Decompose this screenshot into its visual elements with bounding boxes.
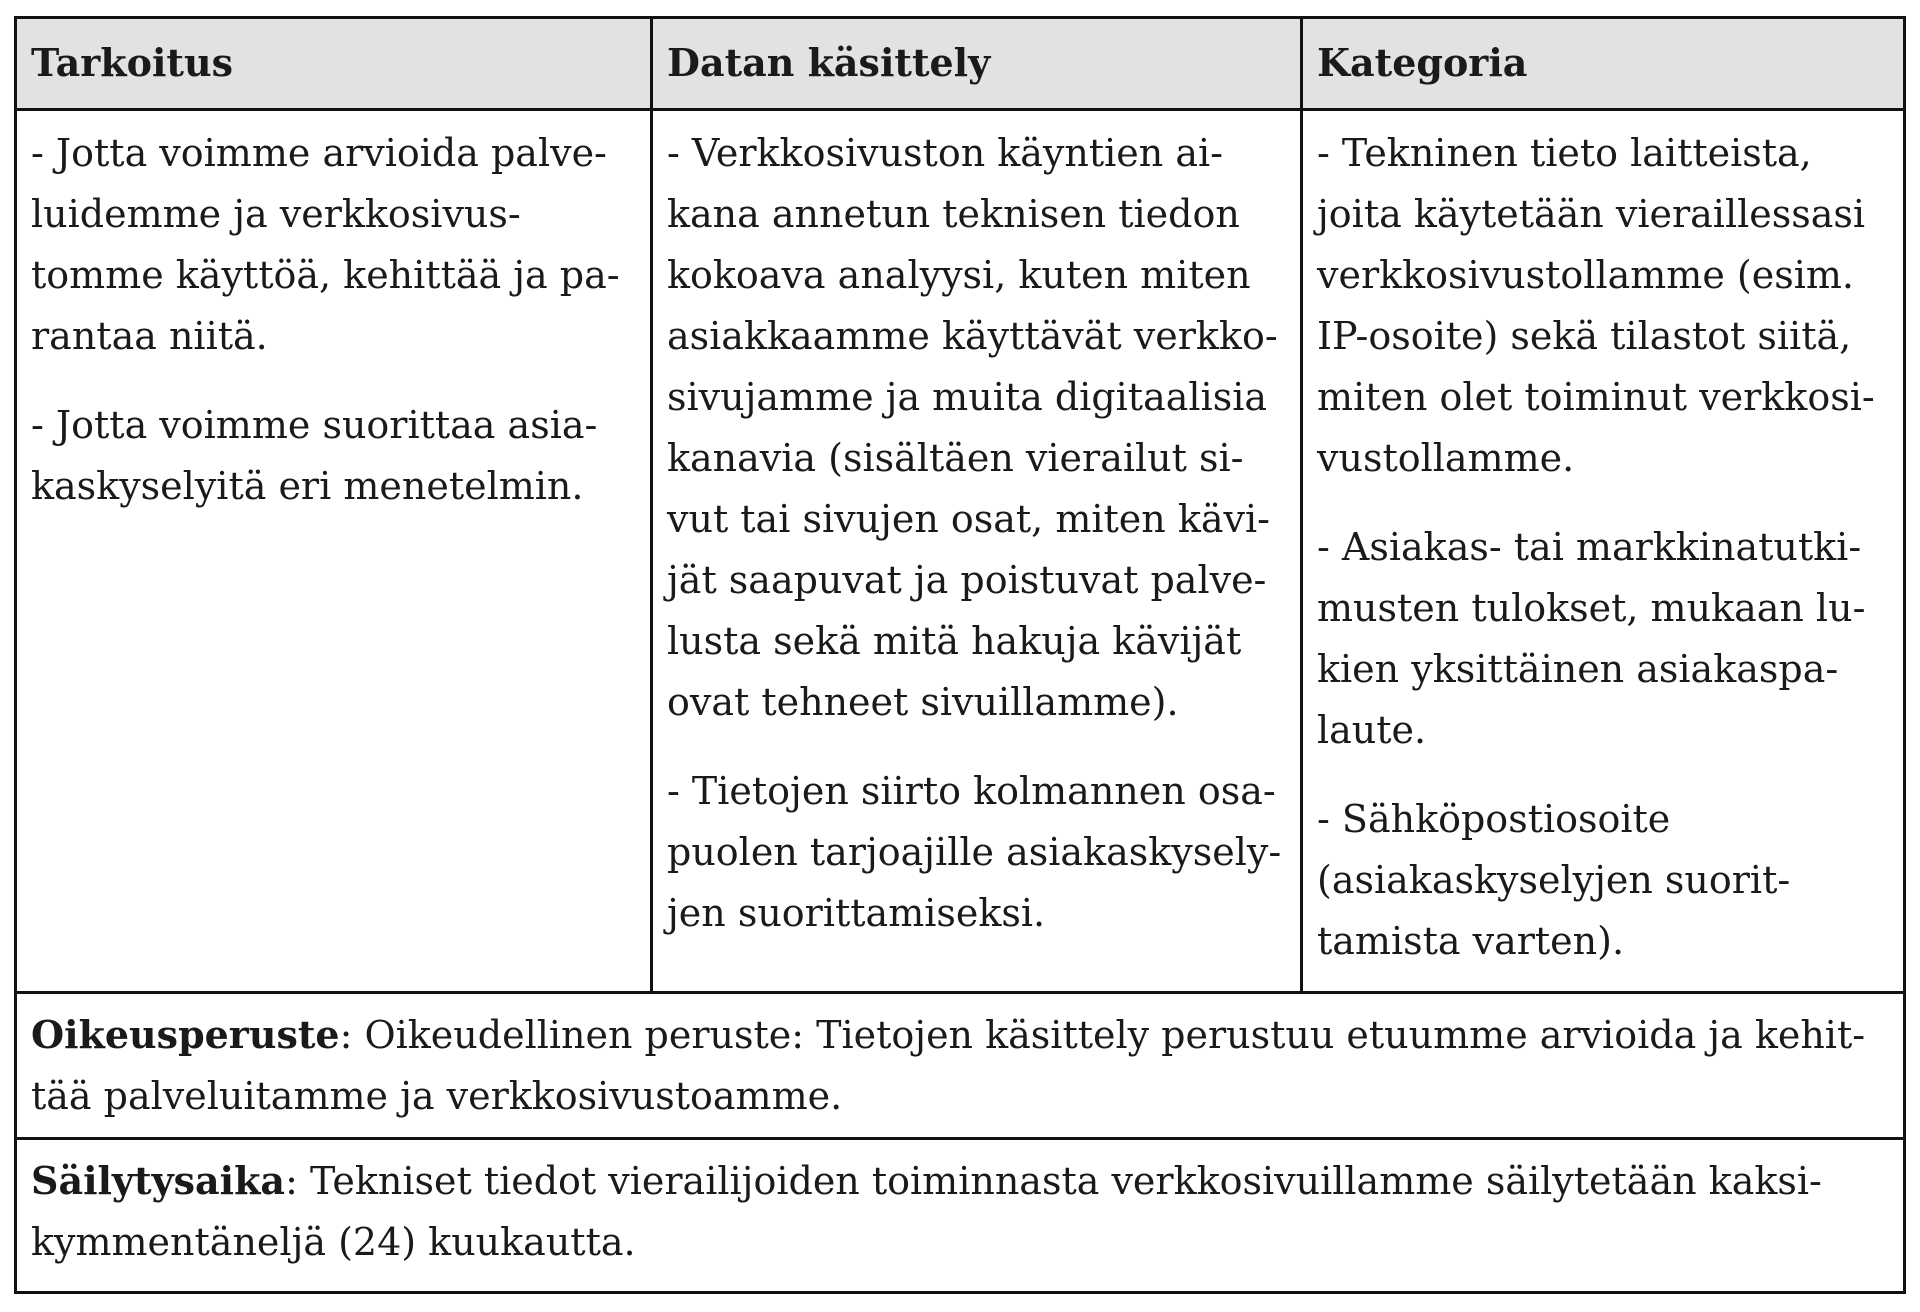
paragraph [1317, 789, 1889, 972]
text-line: tomme käyttöä, kehittää ja pa- [31, 253, 620, 297]
text-line: IP-osoite) sekä tilastot siitä, [1317, 314, 1852, 358]
header-datan-kasittely: Datan käsittely [653, 19, 1303, 111]
retention-text-2: kymmentäneljä (24) kuukautta. [31, 1220, 636, 1264]
text-line: lusta sekä mitä hakuja kävijät [667, 619, 1242, 663]
privacy-table [14, 16, 1906, 1294]
text-line: jen suorittamiseksi. [667, 891, 1046, 935]
text-line: laute. [1317, 708, 1427, 752]
text-line: - Tekninen tieto laitteista, [1317, 131, 1812, 175]
text-line: - Asiakas- tai markkinatutki- [1317, 525, 1862, 569]
text-line: kaskyselyitä eri menetelmin. [31, 464, 584, 508]
text-line: - Jotta voimme suorittaa asia- [31, 403, 598, 447]
text-line: - Sähköpostiosoite [1317, 797, 1671, 841]
legal-basis-text-2: tää palveluitamme ja verkkosivustoamme. [31, 1074, 843, 1118]
cell-tarkoitus [17, 111, 653, 991]
paragraph [1317, 123, 1889, 489]
cell-datan-kasittely [653, 111, 1303, 991]
text-line: tamista varten). [1317, 919, 1625, 963]
header-kategoria: Kategoria [1303, 19, 1903, 111]
paragraph [667, 123, 1286, 733]
text-line: asiakkaamme käyttävät verkko- [667, 314, 1278, 358]
legal-basis-text-1: : Oikeudellinen peruste: Tietojen käsittely perustuu etuumme arvioida ja kehit- [339, 1013, 1866, 1057]
header-tarkoitus: Tarkoitus [17, 19, 653, 111]
retention-line-1 [31, 1150, 1889, 1212]
paragraph [1317, 517, 1889, 761]
text-line: kana annetun teknisen tiedon [667, 192, 1240, 236]
paragraph [667, 761, 1286, 944]
retention-row [17, 1137, 1903, 1291]
retention-label: Säilytysaika [31, 1158, 286, 1203]
text-line: musten tulokset, mukaan lu- [1317, 586, 1866, 630]
text-line: vustollamme. [1317, 436, 1575, 480]
cell-kategoria [1303, 111, 1903, 991]
legal-basis-row [17, 991, 1903, 1137]
text-line: vut tai sivujen osat, miten kävi- [667, 497, 1270, 541]
text-line: - Tietojen siirto kolmannen osa- [667, 769, 1276, 813]
text-line: ovat tehneet sivuillamme). [667, 680, 1179, 724]
text-line: - Verkkosivuston käyntien ai- [667, 131, 1223, 175]
text-line: miten olet toiminut verkkosi- [1317, 375, 1875, 419]
legal-basis-line-1 [31, 1004, 1889, 1066]
text-line: luidemme ja verkkosivus- [31, 192, 521, 236]
text-line: joita käytetään vieraillessasi [1317, 192, 1866, 236]
paragraph [31, 395, 636, 517]
legal-basis-label: Oikeusperuste [31, 1012, 340, 1057]
text-line: kanavia (sisältäen vierailut si- [667, 436, 1244, 480]
paragraph [31, 123, 636, 367]
text-line: kien yksittäinen asiakaspa- [1317, 647, 1839, 691]
text-line: (asiakaskyselyjen suorit- [1317, 858, 1791, 902]
text-line: puolen tarjoajille asiakaskysely- [667, 830, 1282, 874]
text-line: verkkosivustollamme (esim. [1317, 253, 1854, 297]
text-line: - Jotta voimme arvioida palve- [31, 131, 607, 175]
text-line: sivujamme ja muita digitaalisia [667, 375, 1268, 419]
text-line: kokoava analyysi, kuten miten [667, 253, 1251, 297]
text-line: jät saapuvat ja poistuvat palve- [667, 558, 1267, 602]
text-line: rantaa niitä. [31, 314, 268, 358]
retention-text-1: : Tekniset tiedot vierailijoiden toiminnasta verkkosivuillamme säilytetään kaksi- [285, 1159, 1822, 1203]
